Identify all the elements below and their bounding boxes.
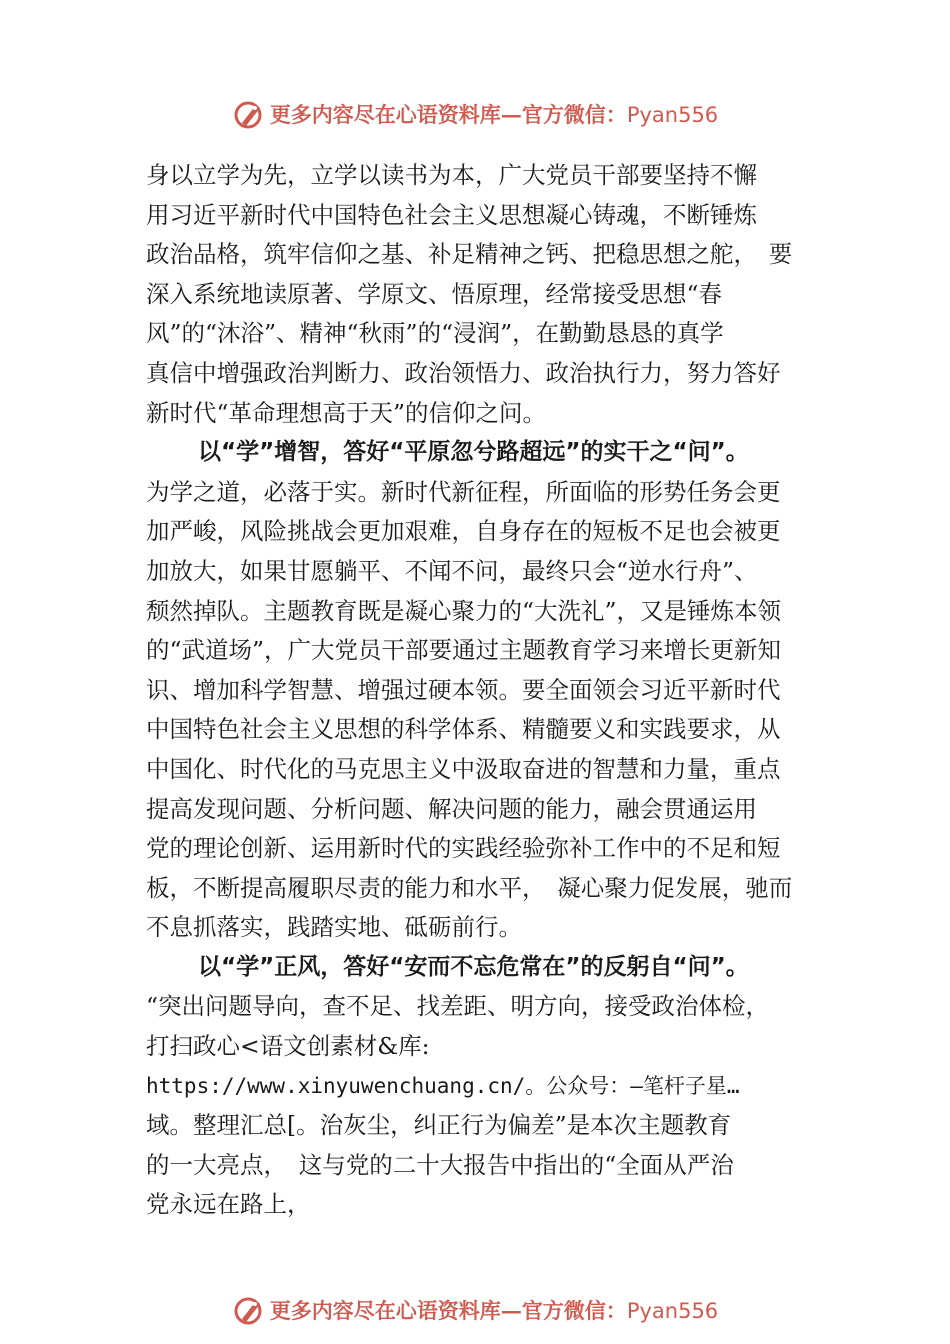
banner-main-text: 更多内容尽在心语资料库 — [269, 1298, 501, 1323]
body-line: 为学之道，必落于实。新时代新征程，所面临的形势任务会更 — [146, 477, 781, 506]
banner-wechat-label: 官方微信： — [521, 102, 627, 127]
body-line: 中国化、时代化的马克思主义中汲取奋进的智慧和力量，重点 — [146, 754, 781, 783]
body-line: 新时代“革命理想高于天”的信仰之问。 — [146, 398, 547, 427]
body-line: 识、增加科学智慧、增强过硬本领。要全面领会习近平新时代 — [146, 675, 781, 704]
body-line: 党的理论创新、运用新时代的实践经验弥补工作中的不足和短 — [146, 834, 781, 863]
body-line: 打扫政心<语文创素材&库: — [146, 1032, 430, 1061]
body-line: “突出问题导向，查不足、找差距、明方向，接受政治体检， — [146, 992, 770, 1021]
banner-text — [270, 1295, 718, 1325]
pen-logo-icon — [232, 1293, 266, 1327]
pen-logo-icon — [232, 97, 266, 131]
body-line: 不息抓落实，践踏实地、砥砺前行。 — [146, 913, 522, 942]
body-line: 用习近平新时代中国特色社会主义思想凝心铸魂，不断锤炼 — [146, 200, 757, 229]
body-line: 党永远在路上， — [146, 1190, 311, 1219]
document-body — [146, 156, 826, 1225]
body-line: 的一大亮点， 这与党的二十大报告中指出的“全面从严治 — [146, 1150, 734, 1179]
body-line: 深入系统地读原著、学原文、悟原理，经常接受思想“春 — [146, 279, 723, 308]
body-line: 政治品格，筑牢信仰之基、补足精神之钙、把稳思想之舵， 要 — [146, 240, 793, 269]
banner-dash: — — [500, 1298, 522, 1323]
body-line: 板，不断提高履职尽责的能力和水平， 凝心聚力促发展，驰而 — [146, 873, 793, 902]
body-line: 颓然掉队。主题教育既是凝心聚力的“大洗礼”，又是锤炼本领 — [146, 596, 782, 625]
banner-text — [270, 99, 718, 129]
url-line: https://www.xinyuwenchuang.cn/。公众号：—笔杆子星… — [146, 1073, 740, 1098]
header-watermark-banner — [0, 94, 950, 134]
body-line: 的“武道场”，广大党员干部要通过主题教育学习来增长更新知 — [146, 636, 782, 665]
body-line: 风”的“沐浴”、精神“秋雨”的“浸润”，在勤勤恳恳的真学 — [146, 319, 724, 348]
body-line: 真信中增强政治判断力、政治领悟力、政治执行力，努力答好 — [146, 358, 781, 387]
banner-main-text: 更多内容尽在心语资料库 — [269, 102, 501, 127]
body-line: 中国特色社会主义思想的科学体系、精髓要义和实践要求，从 — [146, 715, 781, 744]
body-line: 加放大，如果甘愿躺平、不闻不问，最终只会“逆水行舟”、 — [146, 556, 758, 585]
banner-wechat-label: 官方微信： — [521, 1298, 627, 1323]
section-heading-2: 以“学”增智，答好“平原忽兮路超远”的实干之“问”。 — [198, 439, 749, 466]
body-line: 加严峻，风险挑战会更加艰难，自身存在的短板不足也会被更 — [146, 517, 781, 546]
section-heading-3: 以“学”正风，答好“安而不忘危常在”的反躬自“问”。 — [198, 953, 749, 980]
body-line: 域。整理汇总[。治灰尘，纠正行为偏差”是本次主题教育 — [146, 1111, 732, 1140]
body-line: 提高发现问题、分析问题、解决问题的能力，融会贯通运用 — [146, 794, 757, 823]
banner-dash: — — [500, 102, 522, 127]
body-line: 身以立学为先，立学以读书为本，广大党员干部要坚持不懈 — [146, 161, 757, 189]
footer-watermark-banner — [0, 1290, 950, 1330]
banner-wechat-account: Pyan556 — [626, 1299, 719, 1323]
banner-wechat-account: Pyan556 — [626, 103, 719, 127]
